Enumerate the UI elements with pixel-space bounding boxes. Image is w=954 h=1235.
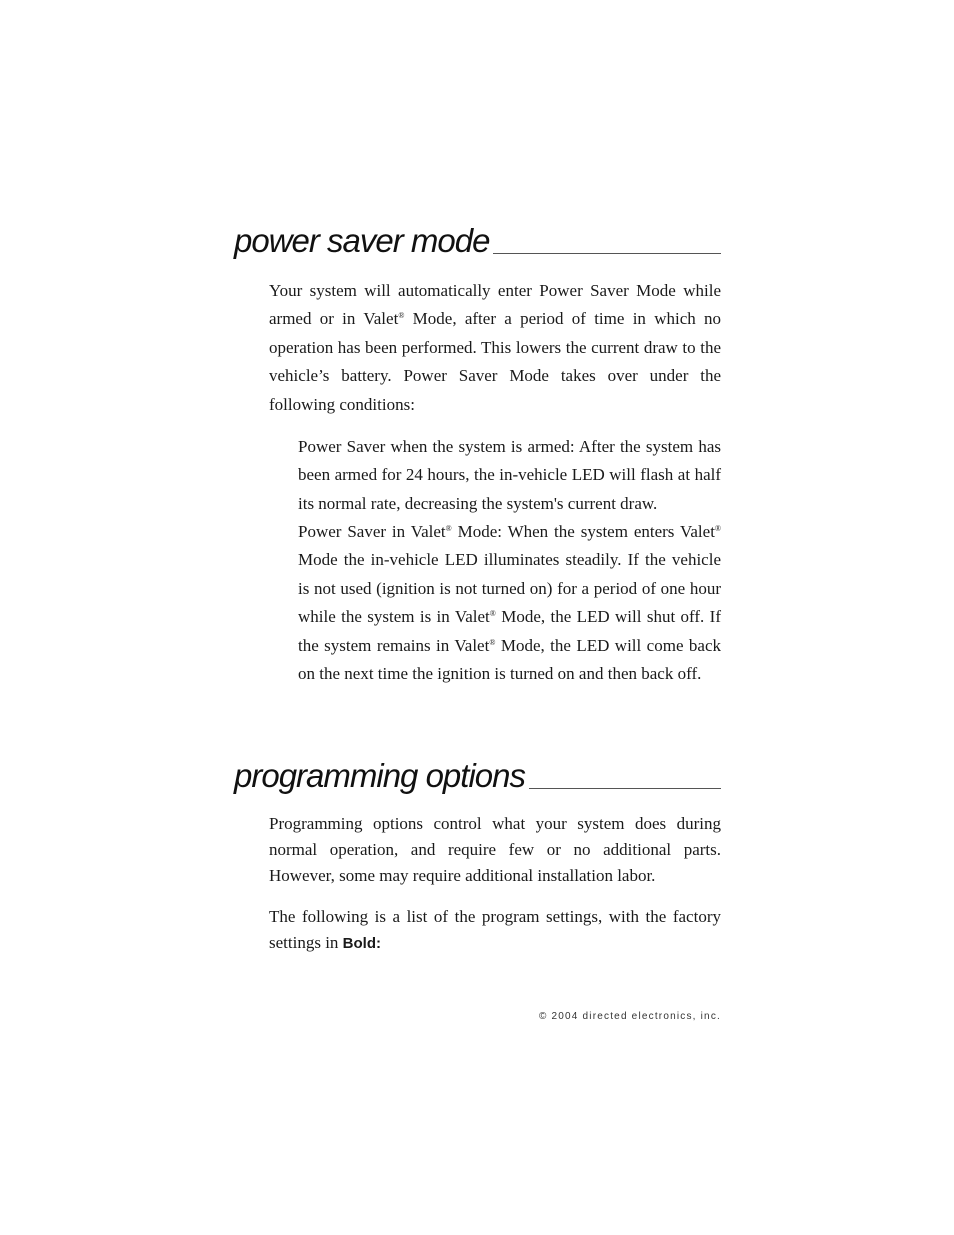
power-saver-intro: Your system will automatically enter Power Saver Mode while armed or in Valet® Mode, after a period of time in which no operation has been performed. This lowers the current draw to the vehicle’s battery. Power Saver Mode takes over under the following conditions: bbox=[269, 281, 722, 414]
registered-mark: ® bbox=[489, 609, 496, 619]
power-saver-armed: Power Saver when the system is armed: After the system has been armed for 24 hours, the in-vehicle LED will flash at half its normal rate, decreasing the system's current draw. bbox=[298, 437, 721, 513]
registered-mark: ® bbox=[398, 311, 405, 321]
heading-rule bbox=[529, 788, 721, 789]
power-saver-heading: power saver mode bbox=[234, 222, 490, 259]
programming-heading-row bbox=[234, 759, 721, 792]
registered-mark: ® bbox=[714, 524, 721, 533]
registered-mark: ® bbox=[445, 524, 452, 533]
power-saver-heading-row bbox=[234, 224, 721, 257]
power-saver-valet: Power Saver in Valet® Mode: When the system enters Valet® Mode the in-vehicle LED illuminates steadily. If the vehicle is not used (ignition is not turned on) for a period of one hour while the system is in Valet® Mode, the LED will shut off. If the system remains in Valet® Mode, the LED will come back on the next time the ignition is turned on and then back off. bbox=[298, 522, 721, 684]
programming-intro: Programming options control what your system does during normal operation, and require few or no additional parts. However, some may require additional installation labor. bbox=[269, 814, 721, 885]
heading-rule bbox=[493, 253, 721, 254]
registered-mark: ® bbox=[489, 637, 496, 647]
programming-list-intro: The following is a list of the program settings, with the factory settings in Bold: bbox=[269, 907, 721, 952]
programming-heading: programming options bbox=[234, 757, 525, 794]
copyright-footer: © 2004 directed electronics, inc. bbox=[538, 1011, 721, 1022]
bold-label: Bold: bbox=[342, 934, 381, 952]
